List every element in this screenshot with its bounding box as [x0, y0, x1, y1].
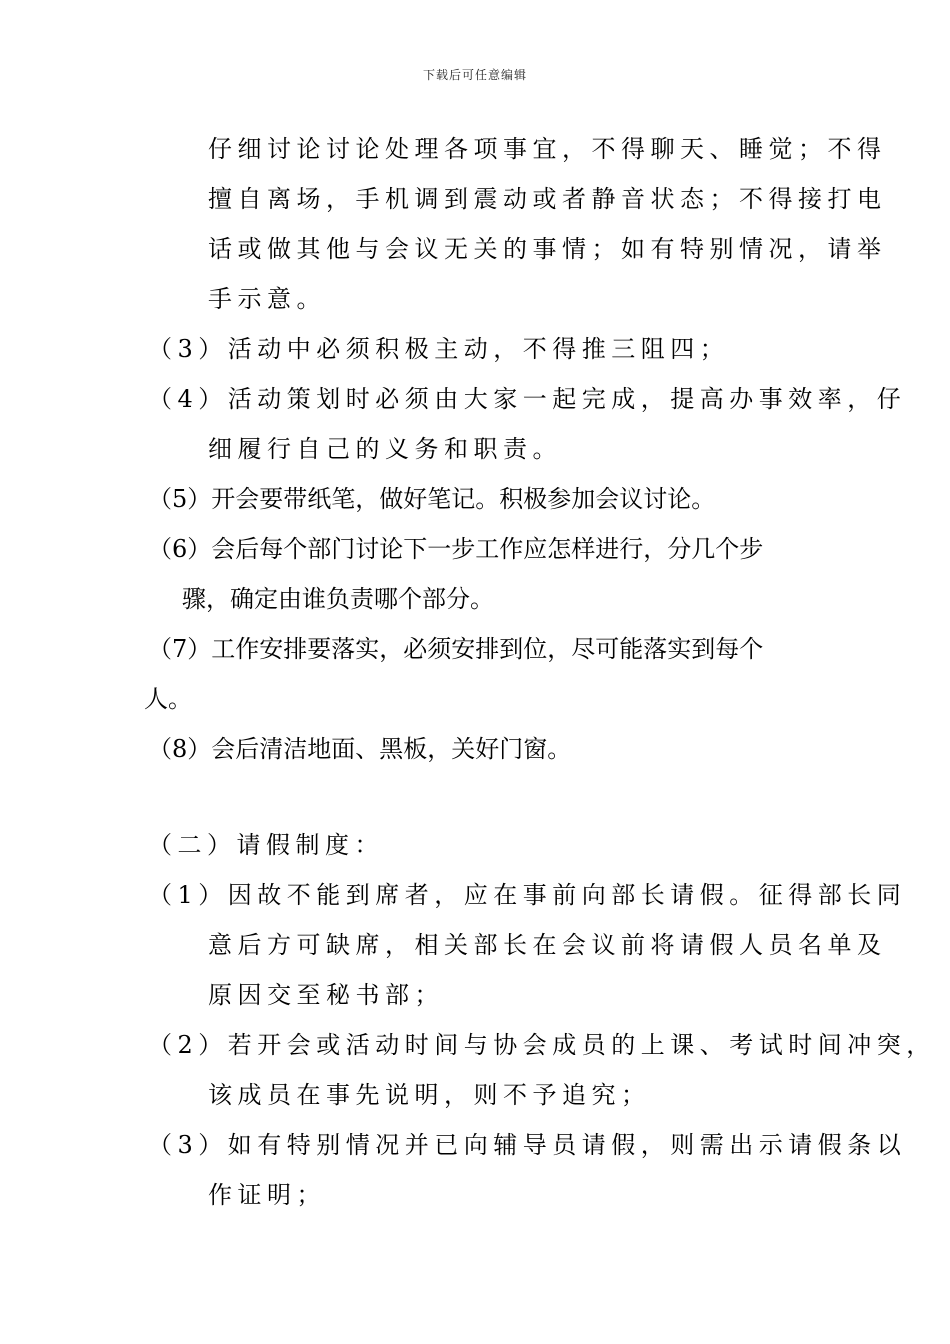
list-item: （3）如有特别情况并已向辅导员请假，则需出示请假条以 [148, 1131, 907, 1159]
section-heading: （二）请假制度： [148, 831, 384, 859]
list-item: （4）活动策划时必须由大家一起完成，提高办事效率，仔 [148, 385, 907, 413]
text-line: 仔细讨论讨论处理各项事宜，不得聊天、睡觉；不得 [208, 135, 887, 163]
list-item: （8）会后清洁地面、黑板，关好门窗。 [148, 735, 572, 763]
list-item: （5）开会要带纸笔，做好笔记。积极参加会议讨论。 [148, 485, 716, 513]
text-line: 手示意。 [208, 285, 326, 313]
text-line: 意后方可缺席，相关部长在会议前将请假人员名单及 [208, 931, 887, 959]
text-line: 人。 [144, 685, 192, 713]
list-item: （1）因故不能到席者，应在事前向部长请假。征得部长同 [148, 881, 907, 909]
text-line: 细履行自己的义务和职责。 [208, 435, 562, 463]
text-line: 骤，确定由谁负责哪个部分。 [182, 585, 494, 613]
list-item: （2）若开会或活动时间与协会成员的上课、考试时间冲突， [148, 1031, 936, 1059]
list-item: （7）工作安排要落实，必须安排到位，尽可能落实到每个 [148, 635, 764, 663]
text-line: 作证明； [208, 1181, 326, 1209]
list-item: （6）会后每个部门讨论下一步工作应怎样进行，分几个步 [148, 535, 764, 563]
text-line: 擅自离场，手机调到震动或者静音状态；不得接打电 [208, 185, 887, 213]
list-item: （3）活动中必须积极主动，不得推三阻四； [148, 335, 730, 363]
text-line: 原因交至秘书部； [208, 981, 444, 1009]
text-line: 话或做其他与会议无关的事情；如有特别情况，请举 [208, 235, 887, 263]
text-line: 该成员在事先说明，则不予追究； [208, 1081, 651, 1109]
page-header: 下载后可任意编辑 [422, 68, 527, 82]
